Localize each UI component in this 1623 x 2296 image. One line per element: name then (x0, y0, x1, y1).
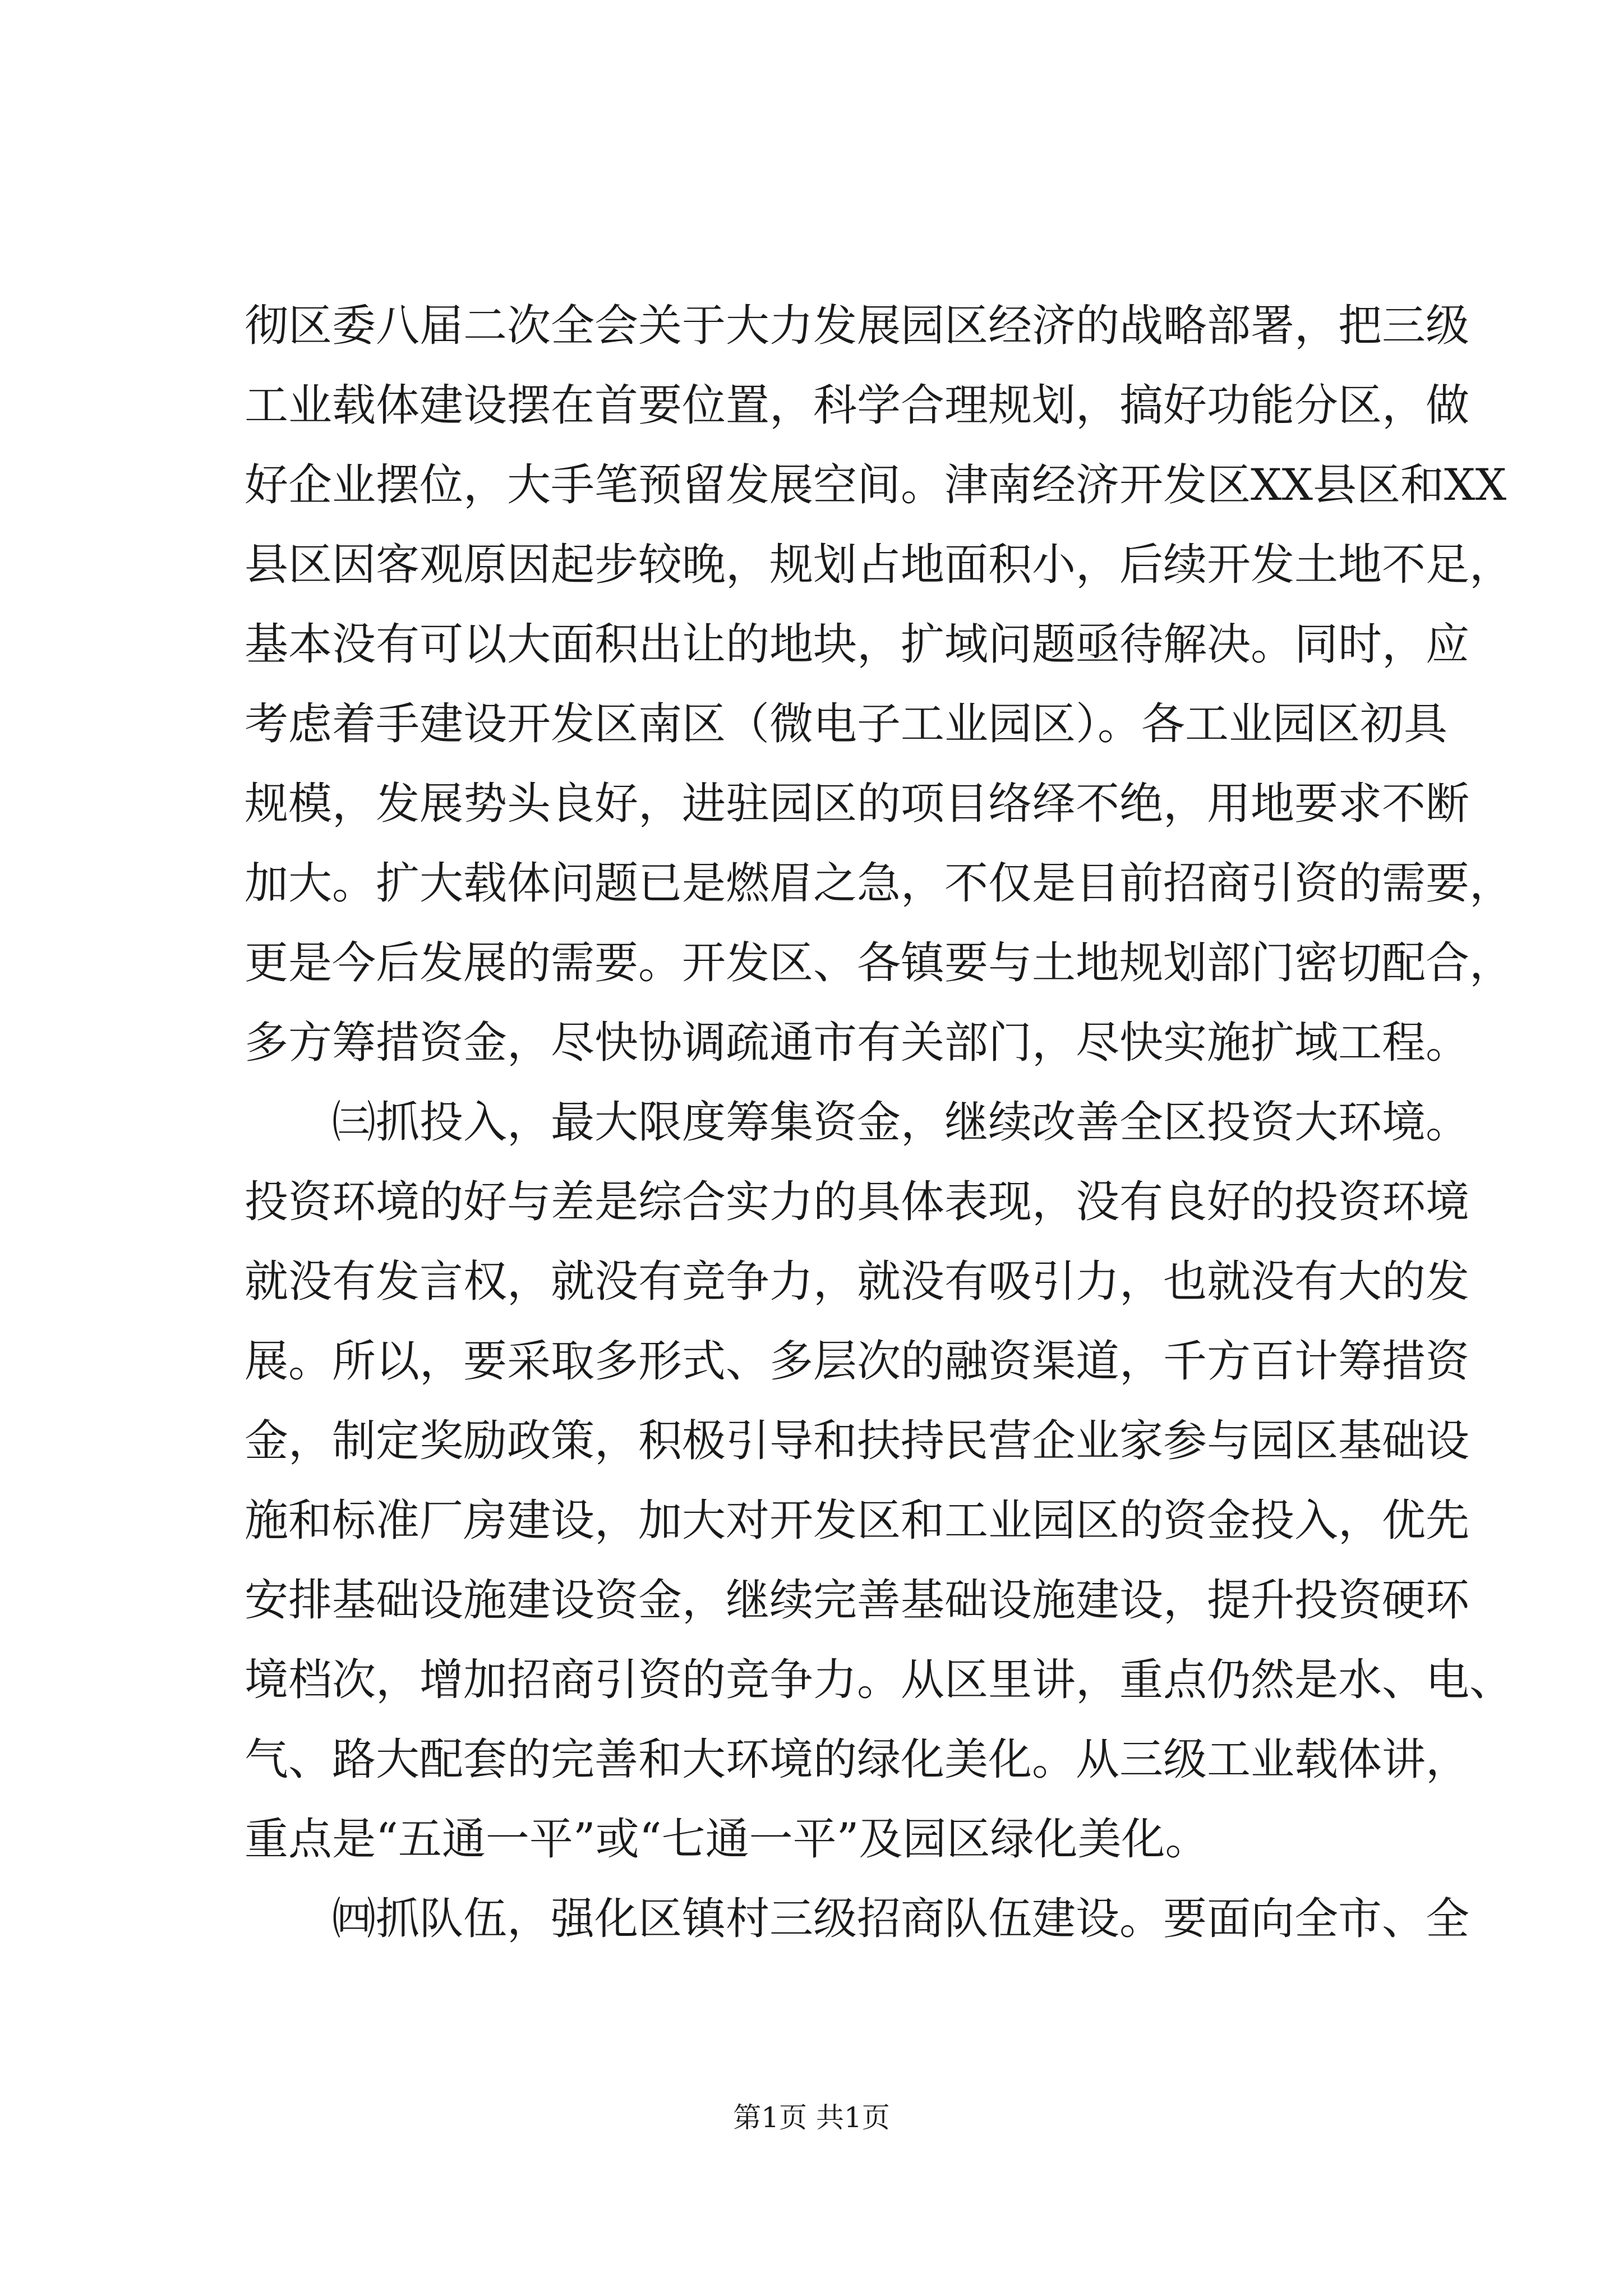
text-line: 多方筹措资金，尽快协调疏通市有关部门，尽快实施扩域工程。 (245, 1018, 1470, 1068)
text-line: 基本没有可以大面积出让的地块，扩域问题亟待解决。同时，应 (245, 619, 1470, 670)
text-line: 彻区委八届二次全会关于大力发展园区经济的战略部署，把三级 (245, 301, 1470, 351)
text-line: 加大。扩大载体问题已是燃眉之急，不仅是目前招商引资的需要， (245, 858, 1514, 909)
document-body (245, 286, 1514, 1959)
text-line: 规模，发展势头良好，进驻园区的项目络绎不绝，用地要求不断 (245, 779, 1470, 829)
text-line: 重点是“五通一平”或“七通一平”及园区绿化美化。 (245, 1814, 1209, 1865)
section-heading-3: ㈢抓投入，最大限度筹集资金，继续改善全区投资大环境。 (332, 1097, 1470, 1148)
text-line: 好企业摆位，大手笔预留发展空间。津南经济开发区XX县区和XX (245, 460, 1507, 510)
section-heading-4: ㈣抓队伍，强化区镇村三级招商队伍建设。要面向全市、全 (332, 1894, 1470, 1944)
text-line: 境档次，增加招商引资的竞争力。从区里讲，重点仍然是水、电、 (245, 1655, 1514, 1705)
text-line: 投资环境的好与差是综合实力的具体表现，没有良好的投资环境 (245, 1177, 1470, 1227)
text-line: 气、路大配套的完善和大环境的绿化美化。从三级工业载体讲， (245, 1734, 1470, 1785)
text-line: 县区因客观原因起步较晚，规划占地面积小，后续开发土地不足， (245, 540, 1514, 590)
page-footer: 第1页 共1页 (733, 2101, 890, 2134)
text-line: 施和标准厂房建设，加大对开发区和工业园区的资金投入，优先 (245, 1496, 1470, 1546)
text-line: 工业载体建设摆在首要位置，科学合理规划，搞好功能分区，做 (245, 380, 1470, 431)
text-line: 就没有发言权，就没有竞争力，就没有吸引力，也就没有大的发 (245, 1257, 1470, 1307)
text-line: 更是今后发展的需要。开发区、各镇要与土地规划部门密切配合， (245, 938, 1514, 988)
text-line: 安排基础设施建设资金，继续完善基础设施建设，提升投资硬环 (245, 1575, 1470, 1626)
text-line: 展。所以，要采取多形式、多层次的融资渠道，千方百计筹措资 (245, 1336, 1470, 1387)
text-line: 考虑着手建设开发区南区（微电子工业园区）。各工业园区初具 (245, 699, 1448, 749)
text-line: 金，制定奖励政策，积极引导和扶持民营企业家参与园区基础设 (245, 1416, 1470, 1466)
